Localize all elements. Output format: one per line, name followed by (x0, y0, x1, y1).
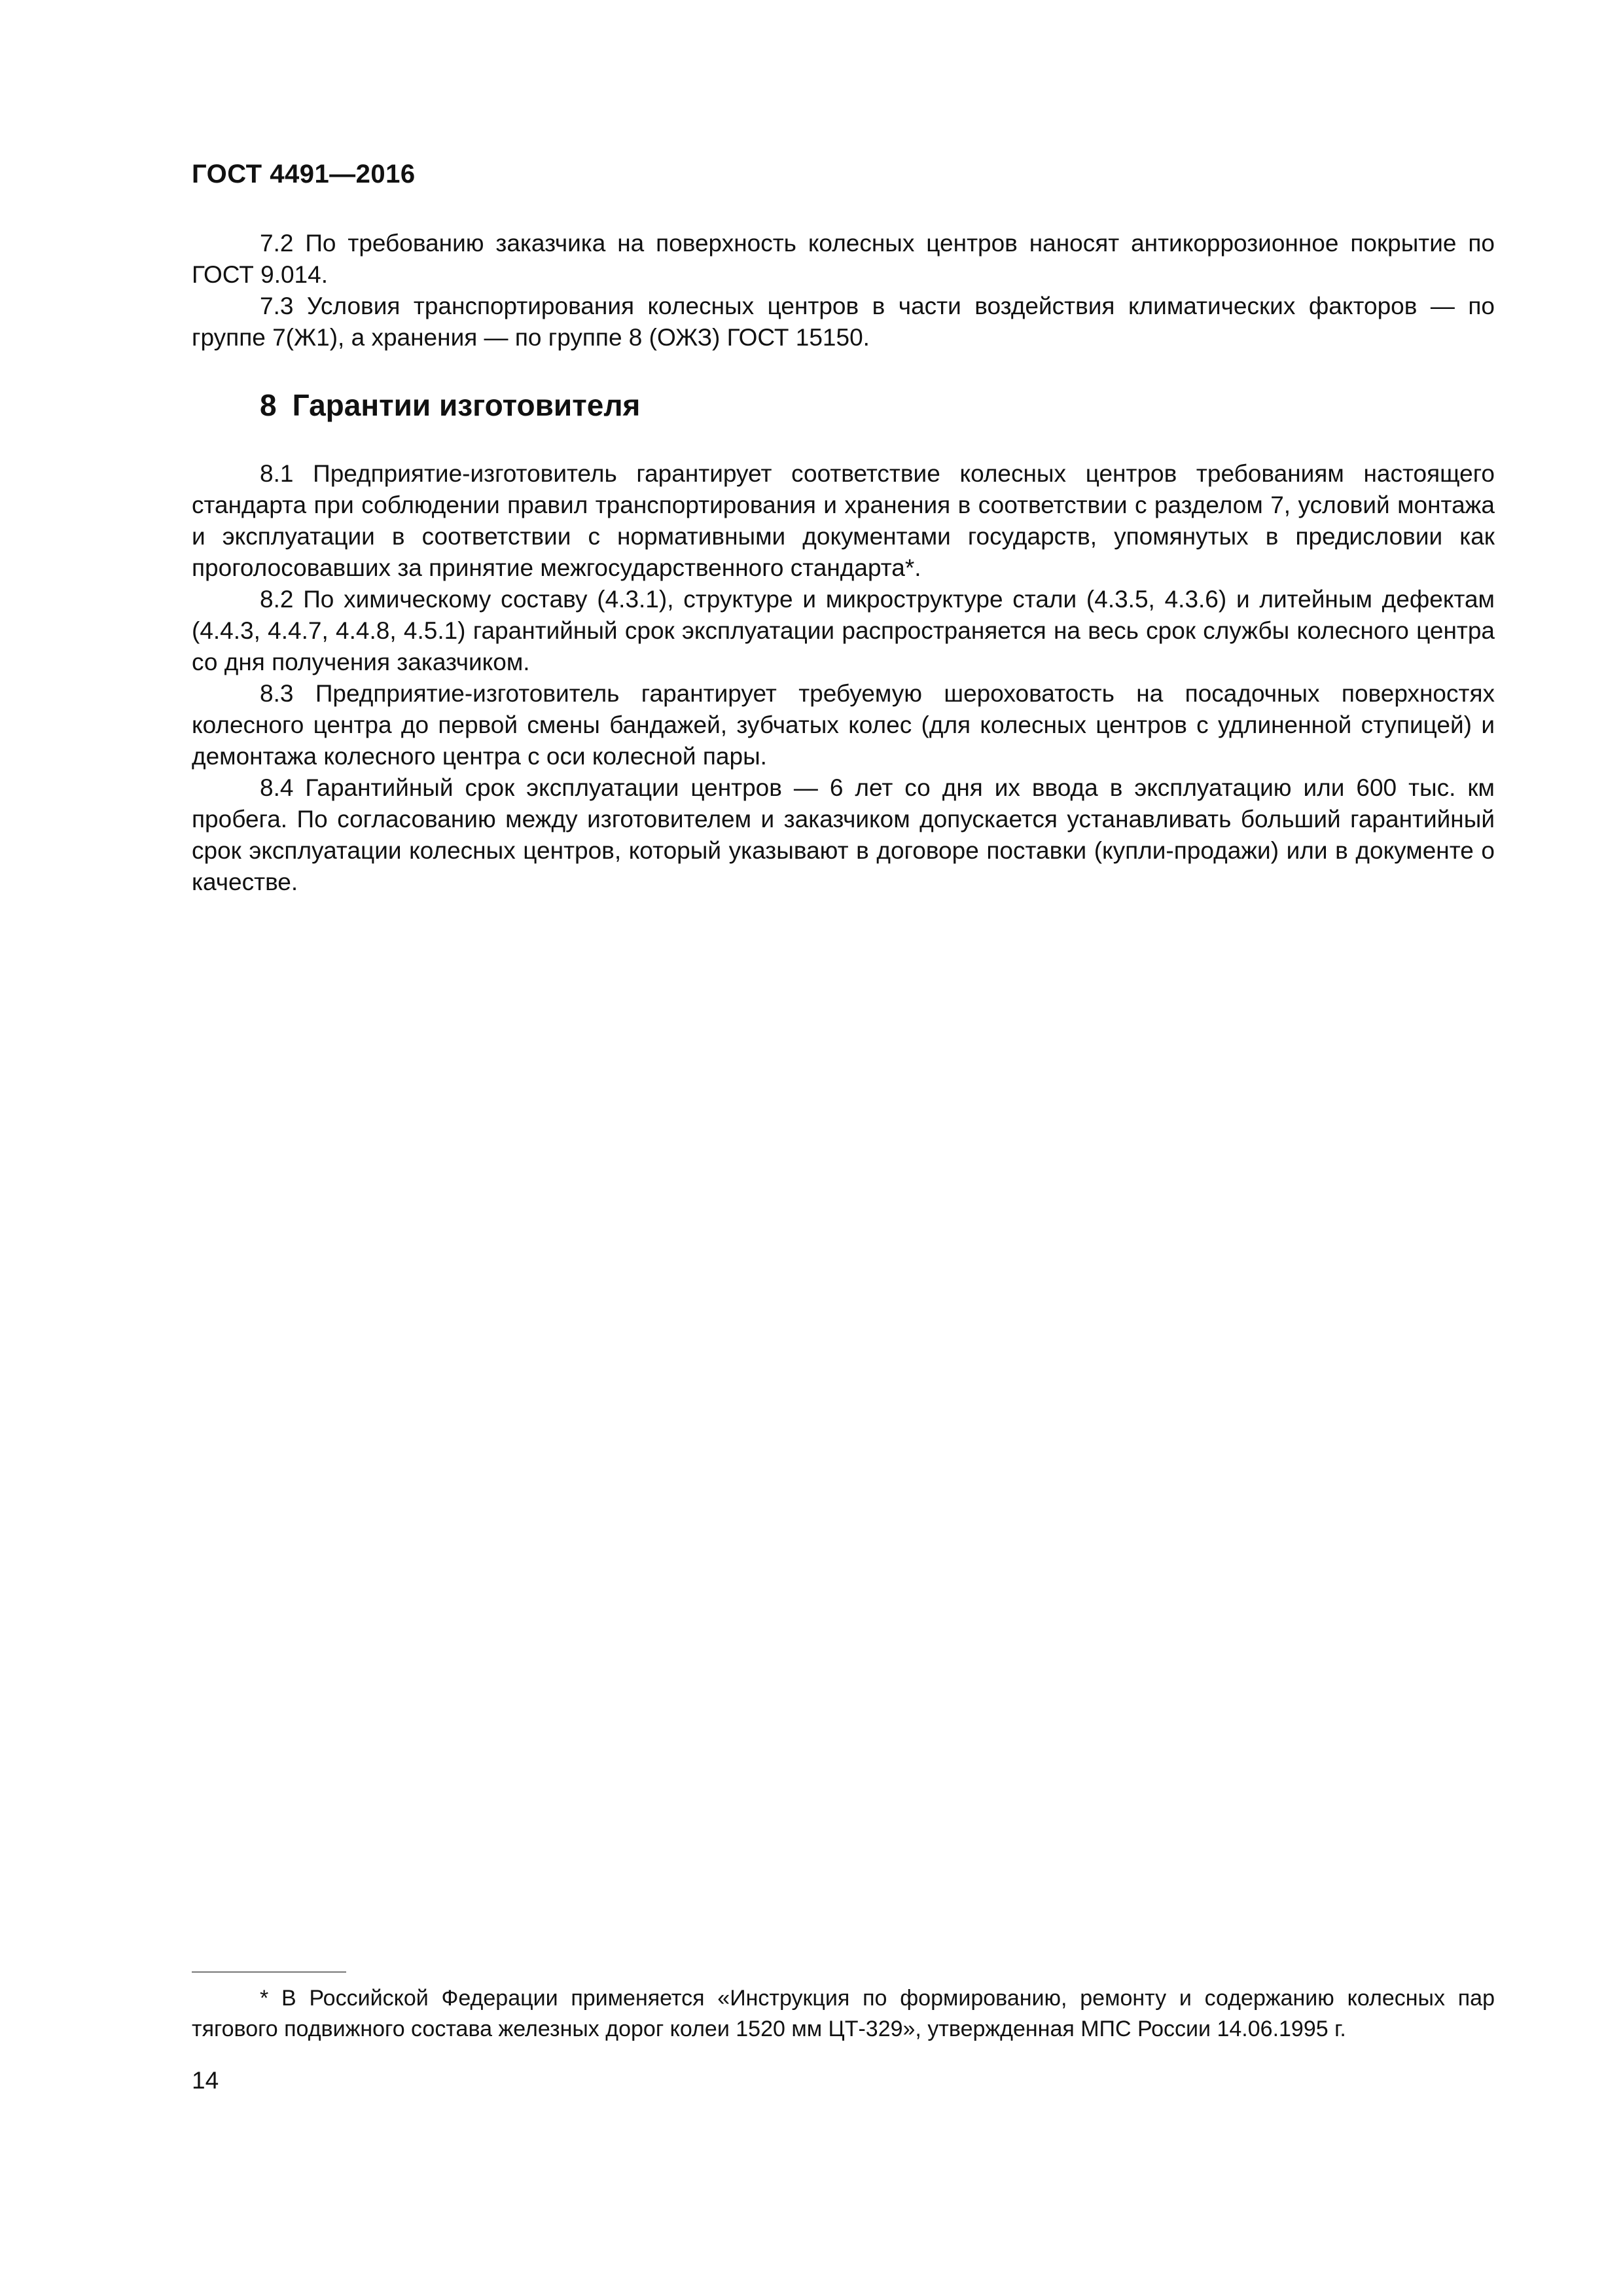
paragraph-8-1: 8.1 Предприятие-изготовитель гарантирует соответствие колесных центров требованиям настоящего стандарта при соблюдении правил транспортирования и хранения в соответствии с разделом 7, условий монтажа и эксплуатации в соответствии с нормативными документами государств, упомянутых в предисловии как проголосовавших за принятие межгосударственного стандарта*. (192, 460, 1495, 581)
paragraph-7-3: 7.3 Условия транспортирования колесных центров в части воздействия климатических факторов — по группе 7(Ж1), а хранения — по группе 8 (ОЖЗ) ГОСТ 15150. (192, 293, 1495, 351)
page-number: 14 (192, 2067, 219, 2094)
paragraph-8-4: 8.4 Гарантийный срок эксплуатации центров — 6 лет со дня их ввода в эксплуатацию или 600 тыс. км пробега. По согласованию между изготовителем и заказчиком допускается устанавливать больший гарантийный срок эксплуатации колесных центров, который указывают в договоре поставки (купли-продажи) или в документе о качестве. (192, 774, 1495, 895)
section-8-text (192, 458, 1495, 898)
footnote: * В Российской Федерации применяется «Инструкция по формированию, ремонту и содержанию колесных пар тягового подвижного состава железных дорог колеи 1520 мм ЦТ-329», утвержденная МПС России 14.06.1995 г. (192, 1986, 1495, 2041)
section-8-number: 8 (260, 388, 277, 422)
footnote-divider (192, 1971, 346, 1973)
section-8-heading (260, 387, 640, 423)
paragraph-8-3: 8.3 Предприятие-изготовитель гарантирует требуемую шероховатость на посадочных поверхностях колесного центра до первой смены бандажей, зубчатых колес (для колесных центров с удлиненной ступицей) и демонтажа колесного центра с оси колесной пары. (192, 680, 1495, 770)
section-7-text (192, 228, 1495, 353)
paragraph-8-2: 8.2 По химическому составу (4.3.1), структуре и микроструктуре стали (4.3.5, 4.3.6) и литейным дефектам (4.4.3, 4.4.7, 4.4.8, 4.5.1) гарантийный срок эксплуатации распространяется на весь срок службы колесного центра со дня получения заказчиком. (192, 586, 1495, 675)
document-header: ГОСТ 4491—2016 (192, 160, 416, 188)
section-8-title: Гарантии изготовителя (292, 388, 641, 422)
paragraph-7-2: 7.2 По требованию заказчика на поверхность колесных центров наносят антикоррозионное покрытие по ГОСТ 9.014. (192, 230, 1495, 288)
